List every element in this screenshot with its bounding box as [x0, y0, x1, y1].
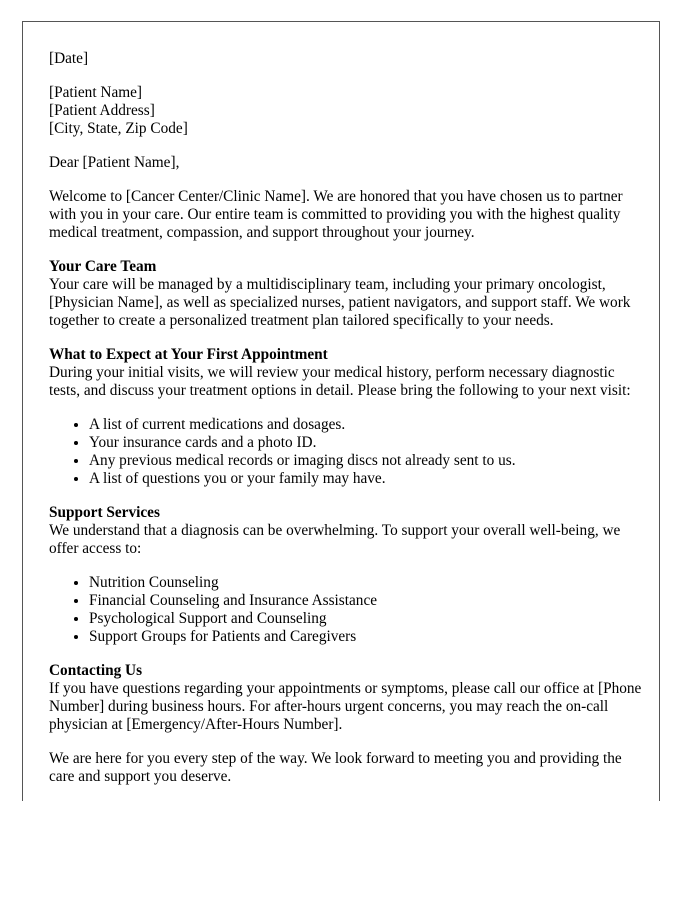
letter-date: [Date] [49, 50, 89, 67]
support-services-section [49, 504, 649, 646]
list-item: • Any previous medical records or imaging discs not already sent to us. [89, 452, 649, 470]
list-item: • Psychological Support and Counseling [89, 610, 649, 628]
list-item: • A list of questions you or your family may have. [89, 470, 649, 488]
salutation: Dear [Patient Name], [49, 154, 180, 171]
contacting-us-section [49, 662, 649, 734]
recipient-address [49, 84, 649, 138]
contacting-us-heading: Contacting Us [49, 662, 143, 679]
recipient-name: [Patient Name] [49, 84, 143, 101]
care-team-heading: Your Care Team [49, 258, 157, 275]
list-item: • Your insurance cards and a photo ID. [89, 434, 649, 452]
contacting-us-body: If you have questions regarding your appointments or symptoms, please call our office at [Phone Number] during business hours. For after-hours urgent concerns, you may reach the on-call physician at [Emergency/After-Hours Number]. [49, 680, 642, 733]
letter-page [22, 21, 660, 801]
recipient-street: [Patient Address] [49, 102, 155, 119]
intro-paragraph: Welcome to [Cancer Center/Clinic Name]. We are honored that you have chosen us to partner with you in your care. Our entire team is committed to providing you with the highest quality medical treatment, compassion, and support throughout your journey. [49, 188, 623, 241]
first-appointment-heading: What to Expect at Your First Appointment [49, 346, 328, 363]
first-appointment-section [49, 346, 649, 488]
support-services-heading: Support Services [49, 504, 160, 521]
list-item: • Nutrition Counseling [89, 574, 649, 592]
list-item: • Support Groups for Patients and Caregivers [89, 628, 649, 646]
bring-items-list [49, 416, 649, 488]
care-team-section [49, 258, 649, 330]
list-item: • A list of current medications and dosages. [89, 416, 649, 434]
care-team-body: Your care will be managed by a multidisciplinary team, including your primary oncologist, [Physician Name], as well as specialized nurses, patient navigators, and support staff. We work together to create a personalized treatment plan tailored specifically to your needs. [49, 276, 631, 329]
support-services-body: We understand that a diagnosis can be overwhelming. To support your overall well-being, we offer access to: [49, 522, 621, 557]
closing-paragraph: We are here for you every step of the way. We look forward to meeting you and providing the care and support you deserve. [49, 750, 622, 785]
letter-content [49, 50, 649, 786]
list-item: • Financial Counseling and Insurance Assistance [89, 592, 649, 610]
support-services-list [49, 574, 649, 646]
first-appointment-body: During your initial visits, we will review your medical history, perform necessary diagnostic tests, and discuss your treatment options in detail. Please bring the following to your next visit: [49, 364, 631, 399]
recipient-city: [City, State, Zip Code] [49, 120, 188, 137]
